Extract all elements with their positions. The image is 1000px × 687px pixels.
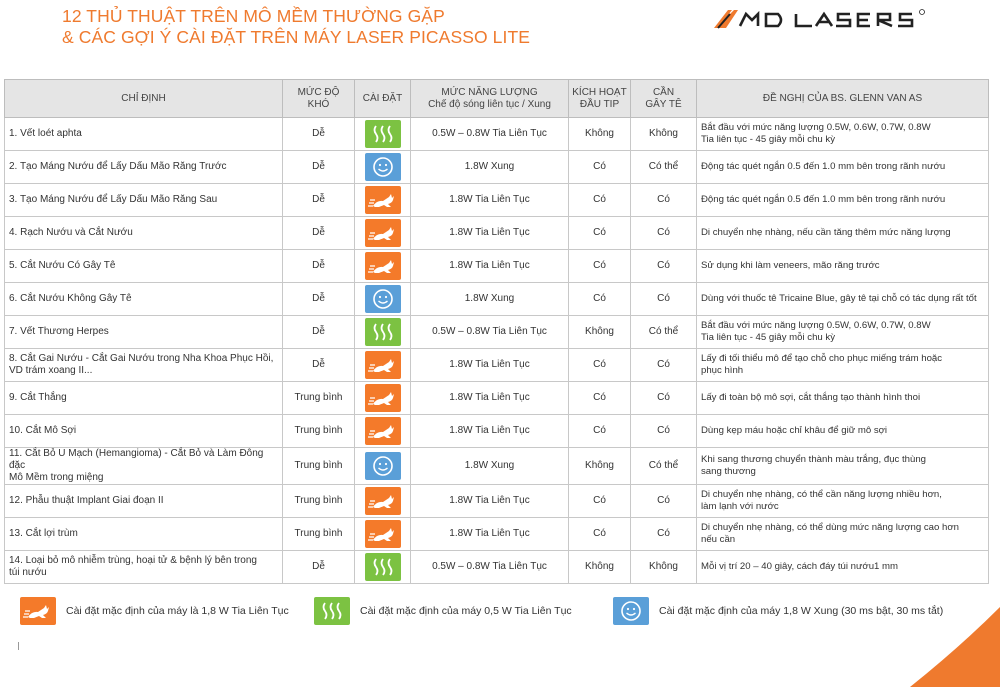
legend-green-text: Cài đặt mặc định của máy 0,5 W Tia Liên Tục (360, 605, 572, 617)
orange-rabbit-icon (365, 351, 401, 379)
indication-cell (5, 551, 283, 584)
table-row (5, 551, 989, 584)
setting-cell (355, 448, 411, 485)
advice-cell (697, 485, 989, 518)
header-indication: CHỈ ĐỊNH (5, 80, 283, 118)
header-energy: MỨC NĂNG LƯỢNG Chế độ sóng liên tục / Xung (411, 80, 569, 118)
difficulty-cell: Dễ (283, 283, 355, 316)
header-anesthesia: CẦN GÂY TÊ (631, 80, 697, 118)
blue-smiley-icon (365, 153, 401, 181)
indication-cell (5, 448, 283, 485)
indication-cell (5, 151, 283, 184)
indication-cell (5, 485, 283, 518)
advice-line-1: Mỗi vị trí 20 – 40 giây, cách đáy túi nướu1 mm (701, 561, 899, 572)
tip-cell: Không (569, 551, 631, 584)
table-row (5, 382, 989, 415)
indication-line-1: 7. Vết Thương Herpes (9, 326, 109, 337)
anesthesia-cell: Có thể (631, 448, 697, 485)
indication-line-1: 2. Tạo Máng Nướu để Lấy Dấu Mão Răng Trước (9, 161, 227, 172)
indication-cell (5, 316, 283, 349)
tip-cell: Có (569, 415, 631, 448)
tip-cell: Có (569, 283, 631, 316)
setting-cell (355, 316, 411, 349)
blue-smiley-icon (613, 597, 649, 625)
advice-line-1: Lấy đi tối thiểu mô để tạo chỗ cho phục miếng trám hoặc (701, 353, 943, 364)
indication-cell (5, 250, 283, 283)
anesthesia-cell: Có thể (631, 316, 697, 349)
tip-cell: Không (569, 118, 631, 151)
table-row (5, 518, 989, 551)
energy-cell: 1.8W Tia Liên Tục (411, 184, 569, 217)
difficulty-cell: Trung bình (283, 518, 355, 551)
corner-mark (18, 642, 21, 650)
advice-line-1: Động tác quét ngắn 0.5 đến 1.0 mm bên trong rãnh nướu (701, 194, 946, 205)
table-row (5, 316, 989, 349)
orange-rabbit-icon (365, 252, 401, 280)
energy-cell: 0.5W – 0.8W Tia Liên Tục (411, 316, 569, 349)
indication-line-1: 9. Cắt Thắng (9, 392, 67, 403)
orange-rabbit-icon (365, 186, 401, 214)
setting-cell (355, 184, 411, 217)
difficulty-cell: Dễ (283, 151, 355, 184)
advice-cell (697, 415, 989, 448)
orange-rabbit-icon (365, 417, 401, 445)
indication-line-1: 13. Cắt lợi trùm (9, 528, 78, 539)
setting-cell (355, 250, 411, 283)
tip-cell: Có (569, 217, 631, 250)
advice-line-2: Tia liên tục - 45 giây mỗi chu kỳ (701, 134, 836, 145)
indication-line-1: 14. Loại bỏ mô nhiễm trùng, hoại tử & bệnh lý bên trong (9, 555, 257, 566)
indication-line-1: 4. Rạch Nướu và Cắt Nướu (9, 227, 133, 238)
indication-cell (5, 118, 283, 151)
setting-cell (355, 217, 411, 250)
advice-line-2: phục hình (701, 365, 744, 376)
advice-cell (697, 184, 989, 217)
energy-cell: 1.8W Xung (411, 151, 569, 184)
advice-line-1: Khi sang thương chuyển thành màu trắng, đục thùng (701, 454, 926, 465)
orange-rabbit-icon (365, 384, 401, 412)
amd-lasers-logo (712, 6, 932, 32)
difficulty-cell: Trung bình (283, 485, 355, 518)
difficulty-cell: Dễ (283, 118, 355, 151)
anesthesia-cell: Không (631, 118, 697, 151)
orange-rabbit-icon (365, 219, 401, 247)
difficulty-cell: Dễ (283, 184, 355, 217)
indication-cell (5, 518, 283, 551)
energy-cell: 1.8W Tia Liên Tục (411, 250, 569, 283)
tip-cell: Có (569, 184, 631, 217)
indication-line-1: 6. Cắt Nướu Không Gây Tê (9, 293, 132, 304)
setting-cell (355, 151, 411, 184)
energy-cell: 1.8W Tia Liên Tục (411, 485, 569, 518)
indication-line-1: 8. Cắt Gai Nướu - Cắt Gai Nướu trong Nha Khoa Phục Hồi, (9, 353, 274, 364)
orange-rabbit-icon (365, 487, 401, 515)
blue-smiley-icon (365, 452, 401, 480)
energy-cell: 1.8W Tia Liên Tục (411, 415, 569, 448)
advice-line-1: Sử dụng khi làm veneers, mão răng trước (701, 260, 880, 271)
setting-cell (355, 518, 411, 551)
tip-cell: Có (569, 382, 631, 415)
indication-cell (5, 283, 283, 316)
anesthesia-cell: Có (631, 250, 697, 283)
advice-cell (697, 250, 989, 283)
advice-line-2: sang thương (701, 466, 756, 477)
table-row (5, 283, 989, 316)
legend-green (314, 597, 572, 625)
table-row (5, 415, 989, 448)
tip-cell: Có (569, 349, 631, 382)
anesthesia-cell: Có (631, 415, 697, 448)
orange-rabbit-icon (20, 597, 56, 625)
table-row (5, 184, 989, 217)
advice-line-1: Bắt đầu với mức năng lượng 0.5W, 0.6W, 0.7W, 0.8W (701, 122, 931, 133)
advice-line-1: Di chuyển nhẹ nhàng, có thể cần năng lượng nhiều hơn, (701, 489, 942, 500)
advice-cell (697, 151, 989, 184)
advice-line-2: nếu cần (701, 534, 736, 545)
advice-cell (697, 118, 989, 151)
advice-line-1: Lấy đi toàn bộ mô sợi, cắt thắng tạo thành hình thoi (701, 392, 921, 403)
logo-graphic (712, 6, 932, 32)
table-header-row (5, 80, 989, 118)
difficulty-cell: Dễ (283, 551, 355, 584)
anesthesia-cell: Có (631, 184, 697, 217)
energy-cell: 1.8W Tia Liên Tục (411, 382, 569, 415)
difficulty-cell: Dễ (283, 349, 355, 382)
orange-rabbit-icon (365, 520, 401, 548)
legend-orange (20, 597, 289, 625)
advice-cell (697, 349, 989, 382)
indication-line-1: 12. Phẫu thuật Implant Giai đoạn II (9, 495, 164, 506)
energy-cell: 0.5W – 0.8W Tia Liên Tục (411, 118, 569, 151)
advice-line-1: Di chuyển nhẹ nhàng, nếu cần tăng thêm mức năng lượng (701, 227, 951, 238)
setting-cell (355, 551, 411, 584)
header-advice: ĐỀ NGHỊ CỦA BS. GLENN VAN AS (697, 80, 989, 118)
setting-cell (355, 283, 411, 316)
energy-cell: 0.5W – 0.8W Tia Liên Tục (411, 551, 569, 584)
indication-line-1: 1. Vết loét aphta (9, 128, 82, 139)
anesthesia-cell: Có (631, 283, 697, 316)
tip-cell: Không (569, 448, 631, 485)
green-heat-icon (365, 120, 401, 148)
energy-cell: 1.8W Tia Liên Tục (411, 217, 569, 250)
setting-cell (355, 415, 411, 448)
indication-line-2: túi nướu (9, 567, 47, 578)
anesthesia-cell: Có (631, 349, 697, 382)
title-line-1: 12 THỦ THUẬT TRÊN MÔ MỀM THƯỜNG GẶP (62, 6, 445, 26)
tip-cell: Có (569, 250, 631, 283)
difficulty-cell: Dễ (283, 250, 355, 283)
table-row (5, 448, 989, 485)
anesthesia-cell: Có thể (631, 151, 697, 184)
indication-cell (5, 382, 283, 415)
tip-cell: Có (569, 518, 631, 551)
difficulty-cell: Dễ (283, 316, 355, 349)
procedures-table (4, 79, 989, 584)
energy-cell: 1.8W Xung (411, 448, 569, 485)
advice-cell (697, 316, 989, 349)
green-heat-icon (365, 553, 401, 581)
title-line-2: & CÁC GỢI Ý CÀI ĐẶT TRÊN MÁY LASER PICASSO LITE (62, 27, 531, 47)
energy-cell: 1.8W Tia Liên Tục (411, 518, 569, 551)
table-row (5, 118, 989, 151)
indication-cell (5, 415, 283, 448)
advice-cell (697, 283, 989, 316)
tip-cell: Không (569, 316, 631, 349)
difficulty-cell: Trung bình (283, 415, 355, 448)
anesthesia-cell: Có (631, 382, 697, 415)
advice-cell (697, 448, 989, 485)
setting-cell (355, 118, 411, 151)
indication-line-1: 10. Cắt Mô Sợi (9, 425, 77, 436)
indication-line-2: Mô Mềm trong miệng (9, 472, 104, 483)
page-title (62, 6, 530, 48)
setting-cell (355, 382, 411, 415)
difficulty-cell: Dễ (283, 217, 355, 250)
blue-smiley-icon (365, 285, 401, 313)
advice-line-1: Dùng với thuốc tê Tricaine Blue, gây tê tại chỗ có tác dụng rất tốt (701, 293, 977, 304)
table-row (5, 151, 989, 184)
legend-orange-text: Cài đặt mặc định của máy là 1,8 W Tia Liên Tục (66, 605, 289, 617)
setting-cell (355, 485, 411, 518)
difficulty-cell: Trung bình (283, 382, 355, 415)
anesthesia-cell: Có (631, 217, 697, 250)
advice-cell (697, 217, 989, 250)
setting-cell (355, 349, 411, 382)
advice-line-1: Di chuyển nhẹ nhàng, có thể dùng mức năng lượng cao hơn (701, 522, 959, 533)
indication-line-2: VD trám xoang II... (9, 365, 93, 376)
indication-cell (5, 217, 283, 250)
indication-line-1: 3. Tạo Máng Nướu để Lấy Dấu Mão Răng Sau (9, 194, 218, 205)
advice-line-2: Tia liên tục - 45 giây mỗi chu kỳ (701, 332, 836, 343)
legend-blue-text: Cài đặt mặc định của máy 1,8 W Xung (30 ms bật, 30 ms tắt) (659, 605, 944, 617)
anesthesia-cell: Có (631, 485, 697, 518)
difficulty-cell: Trung bình (283, 448, 355, 485)
table-row (5, 250, 989, 283)
indication-line-1: 11. Cắt Bỏ U Mạch (Hemangioma) - Cắt Bỏ và Làm Đông đặc (9, 448, 264, 471)
advice-cell (697, 518, 989, 551)
advice-line-2: làm lạnh với nước (701, 501, 779, 512)
green-heat-icon (314, 597, 350, 625)
energy-cell: 1.8W Xung (411, 283, 569, 316)
advice-line-1: Bắt đầu với mức năng lượng 0.5W, 0.6W, 0.7W, 0.8W (701, 320, 931, 331)
header-setting: CÀI ĐẶT (355, 80, 411, 118)
advice-line-1: Dùng kẹp máu hoặc chỉ khâu để giữ mô sợi (701, 425, 888, 436)
header-difficulty: MỨC ĐỘ KHÓ (283, 80, 355, 118)
advice-cell (697, 382, 989, 415)
green-heat-icon (365, 318, 401, 346)
table-row (5, 485, 989, 518)
advice-line-1: Động tác quét ngắn 0.5 đến 1.0 mm bên trong rãnh nướu (701, 161, 946, 172)
anesthesia-cell: Có (631, 518, 697, 551)
header-tip: KÍCH HOẠT ĐẦU TIP (569, 80, 631, 118)
table-row (5, 349, 989, 382)
indication-cell (5, 184, 283, 217)
orange-swoosh-decoration (890, 577, 1000, 687)
indication-cell (5, 349, 283, 382)
tip-cell: Có (569, 151, 631, 184)
anesthesia-cell: Không (631, 551, 697, 584)
tip-cell: Có (569, 485, 631, 518)
indication-line-1: 5. Cắt Nướu Có Gây Tê (9, 260, 116, 271)
energy-cell: 1.8W Tia Liên Tục (411, 349, 569, 382)
table-row (5, 217, 989, 250)
